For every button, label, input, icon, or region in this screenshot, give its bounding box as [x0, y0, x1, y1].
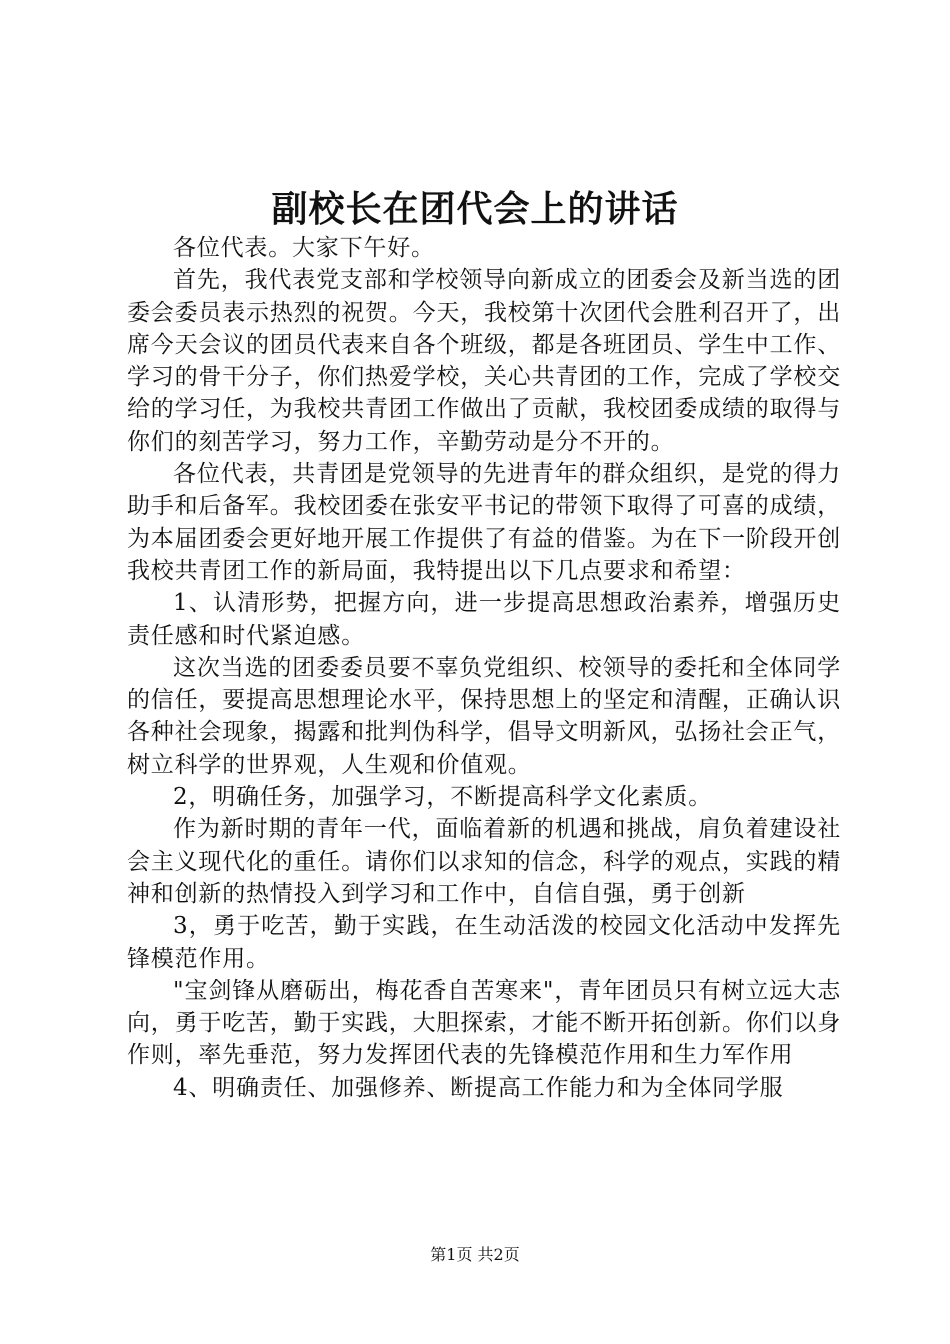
paragraph: 4、明确责任、加强修养、断提高工作能力和为全体同学服 — [173, 1074, 784, 1101]
page-number-footer: 第1页 共2页 — [430, 1245, 520, 1264]
paragraph: 各位代表，共青团是党领导的先进青年的群众组织，是党的得力助手和后备军。我校团委在张安平书记的带领下取得了可喜的成绩，为本届团委会更好地开展工作提供了有益的借鉴。为在下一阶段开创我校共青团工作的新局面，我特提出以下几点要求和希望： — [127, 461, 841, 584]
paragraph: 3，勇于吃苦，勤于实践，在生动活泼的校园文化活动中发挥先锋模范作用。 — [127, 913, 841, 972]
paragraph: 作为新时期的青年一代，面临着新的机遇和挑战，肩负着建设社会主义现代化的重任。请你们以求知的信念，科学的观点，实践的精神和创新的热情投入到学习和工作中，自信自强，勇于创新 — [127, 816, 841, 907]
paragraph: 这次当选的团委委员要不辜负党组织、校领导的委托和全体同学的信任，要提高思想理论水平，保持思想上的坚定和清醒，正确认识各种社会现象，揭露和批判伪科学，倡导文明新风，弘扬社会正气，树立科学的世界观，人生观和价值观。 — [127, 654, 841, 778]
document-title: 副校长在团代会上的讲话 — [271, 188, 679, 230]
paragraph: 首先，我代表党支部和学校领导向新成立的团委会及新当选的团委会委员表示热烈的祝贺。今天，我校第十次团代会胜利召开了，出席今天会议的团员代表来自各个班级，都是各班团员、学生中工作、学习的骨干分子，你们热爱学校，关心共青团的工作，完成了学校交给的学习任，为我校共青团工作做出了贡献，我校团委成绩的取得与你们的刻苦学习，努力工作，辛勤劳动是分不开的。 — [127, 267, 841, 455]
document-body — [127, 232, 841, 1104]
paragraph: 各位代表。大家下午好。 — [173, 235, 435, 261]
paragraph: 2，明确任务，加强学习，不断提高科学文化素质。 — [173, 784, 713, 811]
paragraph: 1、认清形势，把握方向，进一步提高思想政治素养，增强历史责任感和时代紧迫感。 — [127, 590, 841, 649]
paragraph: "宝剑锋从磨砺出，梅花香自苦寒来"，青年团员只有树立远大志向，勇于吃苦，勤于实践，大胆探索，才能不断开拓创新。你们以身作则，率先垂范，努力发挥团代表的先锋模范作用和生力军作用 — [127, 977, 841, 1069]
